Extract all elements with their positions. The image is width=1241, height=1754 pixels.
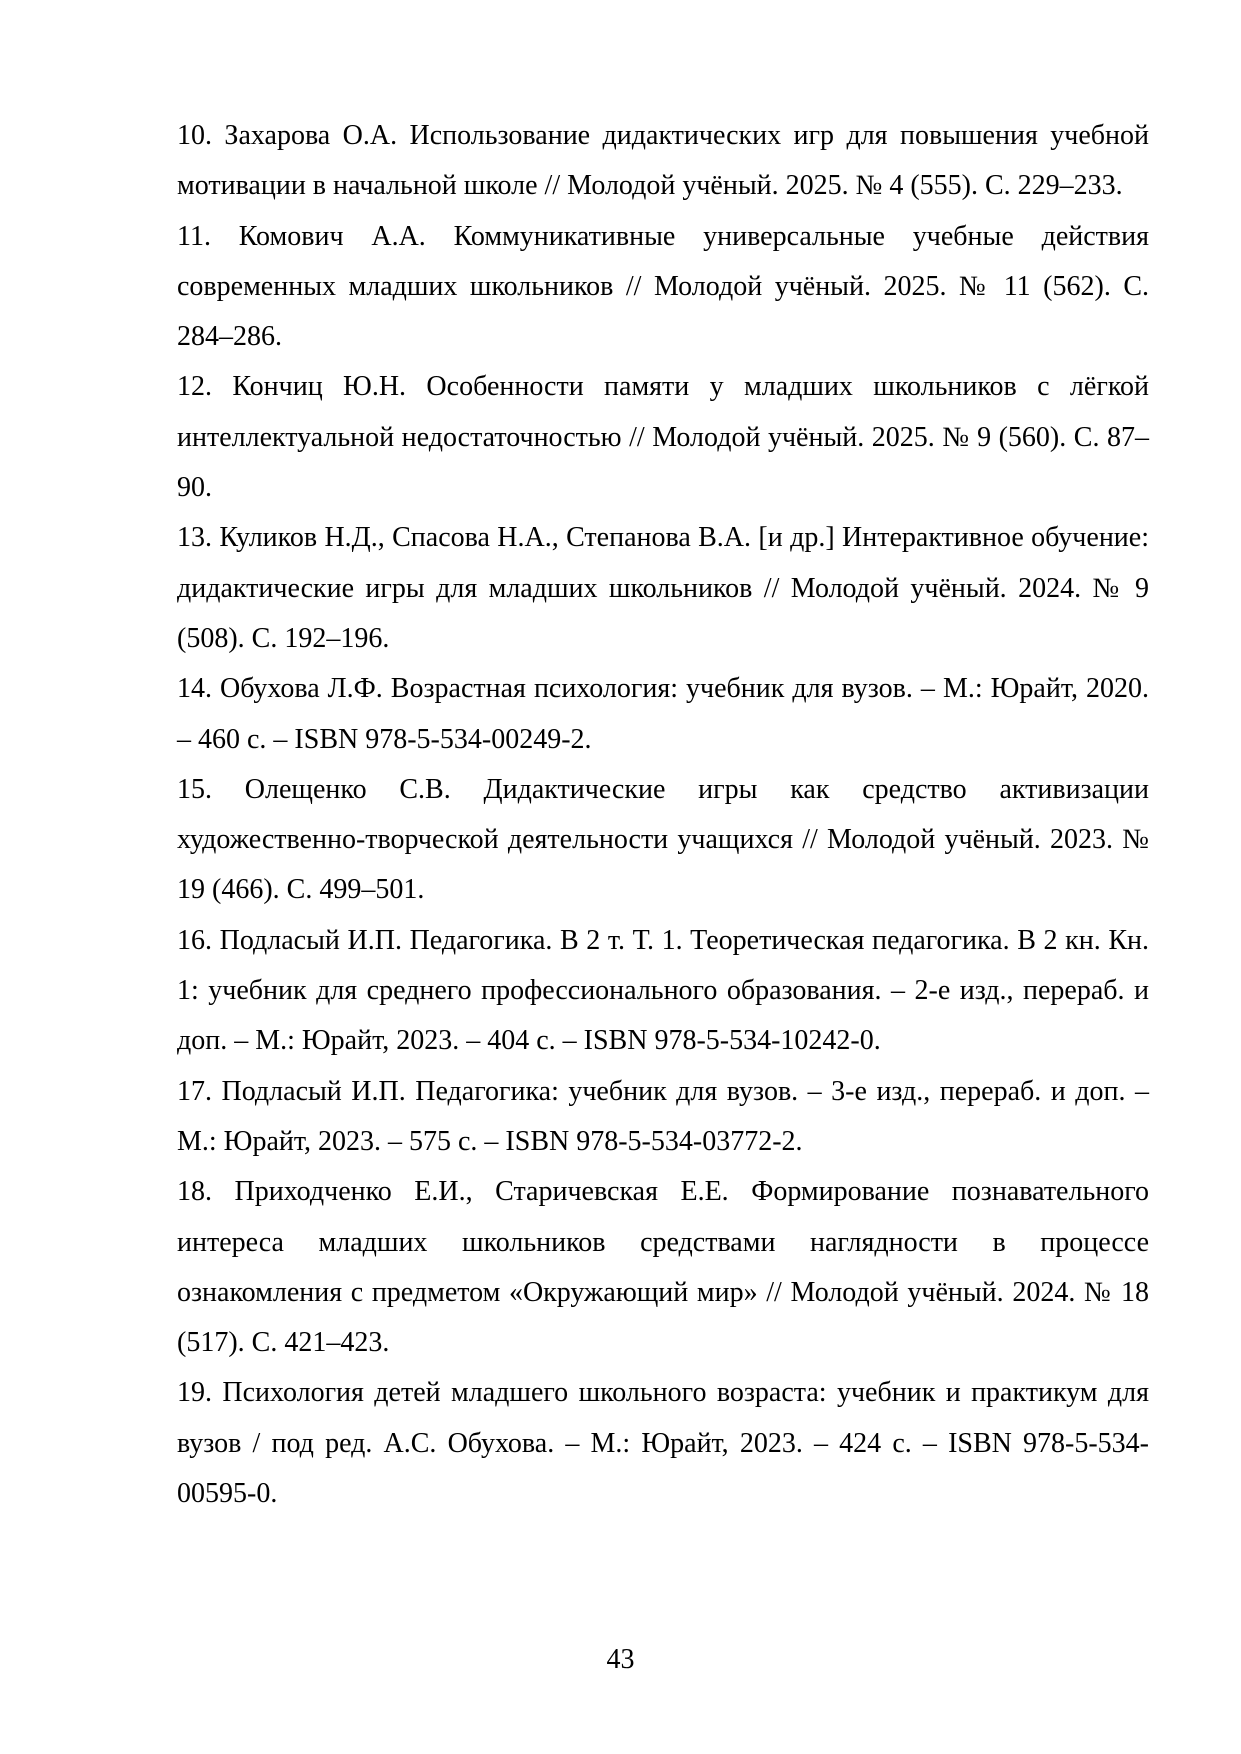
reference-item-10: 10. Захарова О.А. Использование дидактических игр для повышения учебной мотивации в начальной школе // Молодой учёный. 2025. № 4 (555). С. 229–233. bbox=[177, 120, 1149, 202]
reference-item-16: 16. Подласый И.П. Педагогика. В 2 т. Т. 1. Теоретическая педагогика. В 2 кн. Кн. 1: учебник для среднего профессионального образования. – 2-е изд., перераб. и доп. – М.: Юрайт, 2023. – 404 с. – ISBN 978-5-534-10242-0. bbox=[177, 924, 1149, 1057]
reference-item-15: 15. Олещенко С.В. Дидактические игры как средство активизации художественно-творческой деятельности учащихся // Молодой учёный. 2023. № 19 (466). С. 499–501. bbox=[177, 773, 1149, 906]
reference-item-18: 18. Приходченко Е.И., Старичевская Е.Е. Формирование познавательного интереса младших школьников средствами наглядности в процессе ознакомления с предметом «Окружающий мир» // Молодой учёный. 2024. № 18 (517). С. 421–423. bbox=[177, 1176, 1149, 1359]
reference-item-12: 12. Кончиц Ю.Н. Особенности памяти у младших школьников с лёгкой интеллектуальной недостаточностью // Молодой учёный. 2025. № 9 (560). С. 87–90. bbox=[177, 371, 1149, 504]
reference-item-19: 19. Психология детей младшего школьного возраста: учебник и практикум для вузов / под ред. А.С. Обухова. – М.: Юрайт, 2023. – 424 с. – ISBN 978-5-534-00595-0. bbox=[177, 1377, 1149, 1510]
reference-item-17: 17. Подласый И.П. Педагогика: учебник для вузов. – 3-е изд., перераб. и доп. – М.: Юрайт, 2023. – 575 с. – ISBN 978-5-534-03772-2. bbox=[177, 1075, 1149, 1157]
reference-list bbox=[177, 111, 1149, 1519]
reference-item-11: 11. Комович А.А. Коммуникативные универсальные учебные действия современных младших школьников // Молодой учёный. 2025. № 11 (562). С. 284–286. bbox=[177, 220, 1149, 353]
reference-item-14: 14. Обухова Л.Ф. Возрастная психология: учебник для вузов. – М.: Юрайт, 2020. – 460 с. – ISBN 978-5-534-00249-2. bbox=[177, 673, 1149, 755]
reference-item-13: 13. Куликов Н.Д., Спасова Н.А., Степанова В.А. [и др.] Интерактивное обучение: дидактические игры для младших школьников // Молодой учёный. 2024. № 9 (508). С. 192–196. bbox=[177, 522, 1149, 654]
page-number: 43 bbox=[606, 1644, 635, 1675]
